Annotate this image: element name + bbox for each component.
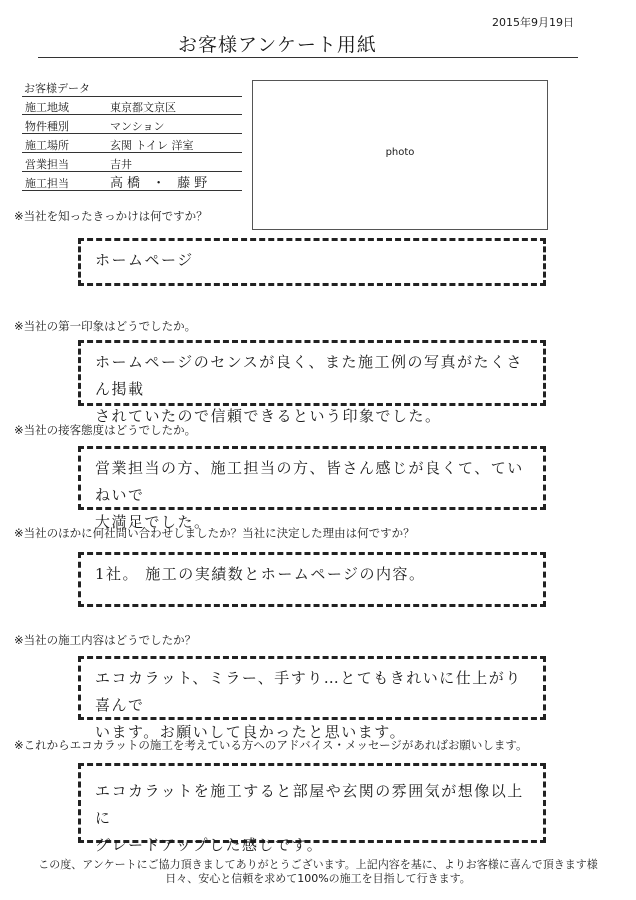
footer-line-2: 日々、安心と信頼を求めて100%の施工を目指して行きます。: [165, 872, 471, 885]
info-value: 吉井: [110, 158, 132, 171]
answer-4: 1社。 施工の実績数とホームページの内容。: [78, 552, 546, 607]
info-value: 東京都文京区: [110, 101, 176, 114]
answer-5: エコカラット、ミラー、手すり…とてもきれいに仕上がり喜んで います。お願いして良かったと思います。: [78, 656, 546, 720]
answer-2: ホームページのセンスが良く、また施工例の写真がたくさん掲載 されていたので信頼できるという印象でした。: [78, 340, 546, 406]
page-title: お客様アンケート用紙: [178, 34, 377, 56]
customer-data-label: お客様データ: [24, 82, 90, 95]
photo-placeholder: [252, 80, 548, 230]
info-row-location: [22, 134, 242, 153]
info-key: 施工地域: [25, 101, 69, 114]
info-key: 営業担当: [25, 158, 69, 171]
info-row-construction-rep: [22, 172, 242, 191]
answer-6: エコカラットを施工すると部屋や玄関の雰囲気が想像以上に グレードアップした感じです。: [78, 763, 546, 843]
info-value: 高橋 ・ 藤野: [110, 176, 212, 191]
info-key: 施工場所: [25, 139, 69, 152]
info-key: 施工担当: [25, 177, 69, 190]
question-3: ※当社の接客態度はどうでしたか。: [14, 423, 197, 437]
question-4: ※当社のほかに何社問い合わせしましたか？当社に決定した理由は何ですか？: [14, 526, 415, 540]
info-value: 玄関 トイレ 洋室: [110, 139, 194, 152]
info-key: 物件種別: [25, 120, 69, 133]
photo-label: photo: [385, 147, 415, 158]
answer-1: ホームページ: [78, 238, 546, 286]
info-row-area: [22, 96, 242, 115]
survey-date: 2015年9月19日: [492, 16, 574, 29]
answer-3: 営業担当の方、施工担当の方、皆さん感じが良くて、ていねいで 大満足でした。: [78, 446, 546, 510]
question-2: ※当社の第一印象はどうでしたか。: [14, 319, 197, 333]
title-divider: [38, 57, 578, 58]
info-row-property-type: [22, 115, 242, 134]
question-6: ※これからエコカラットの施工を考えている方へのアドバイス・メッセージがあればお願いします。: [14, 738, 528, 752]
info-value: マンション: [110, 120, 165, 133]
info-row-sales-rep: [22, 153, 242, 172]
question-1: ※当社を知ったきっかけは何ですか？: [14, 209, 208, 223]
question-5: ※当社の施工内容はどうでしたか？: [14, 633, 197, 647]
footer-line-1: この度、アンケートにご協力頂きましてありがとうございます。上記内容を基に、よりお客様に喜んで頂きます様: [38, 858, 598, 871]
